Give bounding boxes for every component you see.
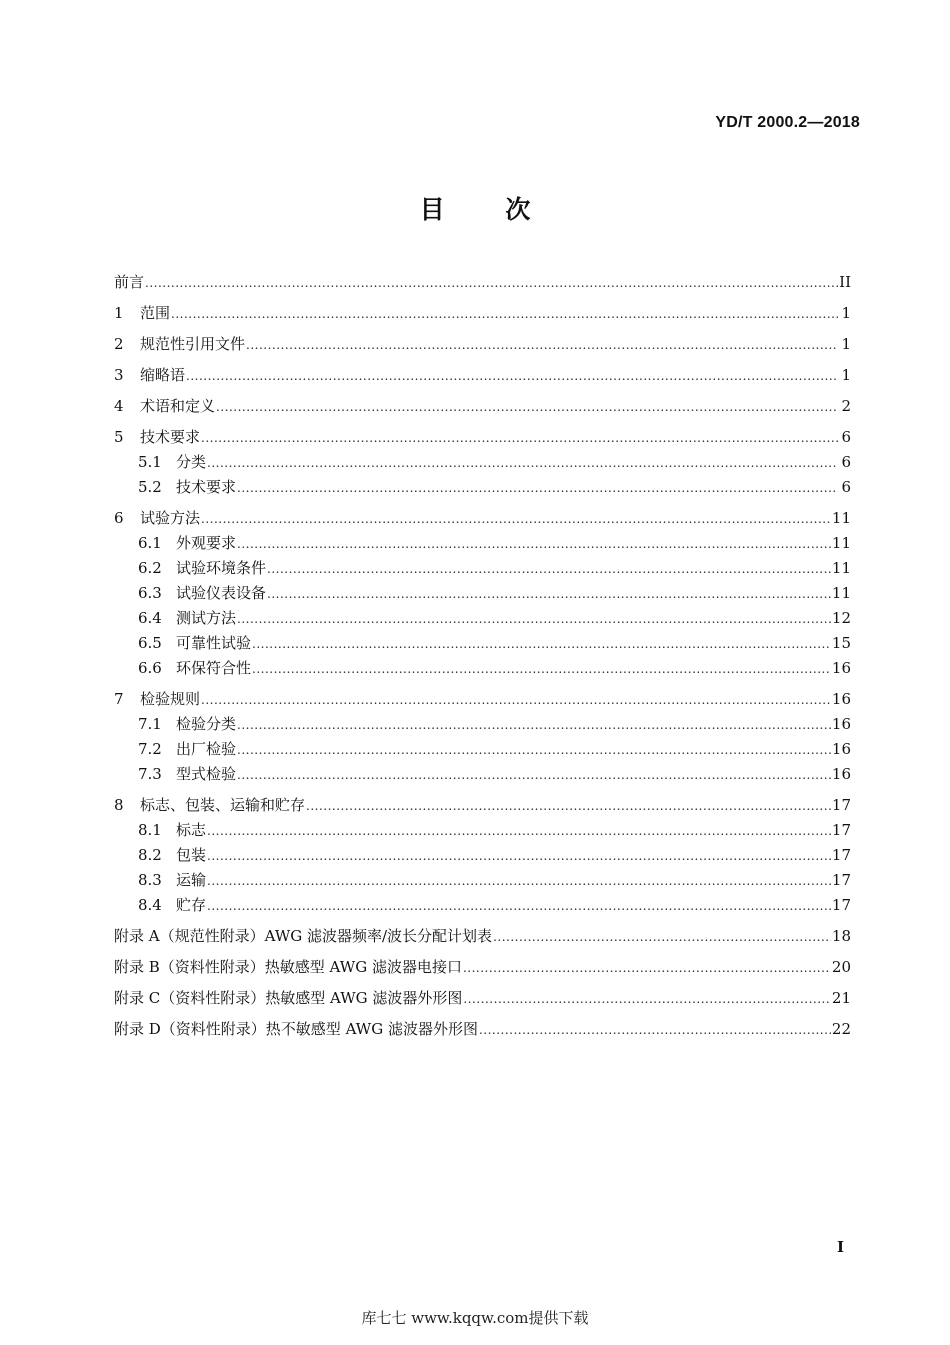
toc-entry[interactable] xyxy=(114,687,851,712)
page-title xyxy=(0,190,950,226)
title-char-2: 次 xyxy=(505,195,531,224)
toc-dot-leader xyxy=(207,893,831,919)
toc-entry[interactable] xyxy=(114,581,851,606)
toc-dot-leader xyxy=(207,450,838,476)
toc-entry-page: 6 xyxy=(841,478,851,496)
footer-watermark: 库七七 www.kqqw.com提供下载 xyxy=(361,1309,589,1327)
toc-entry-label: 附录 D（资料性附录）热不敏感型 AWG 滤波器外形图 xyxy=(114,1020,478,1038)
toc-entry-number: 6.3 xyxy=(138,584,162,602)
toc-dot-leader xyxy=(267,581,831,607)
toc-dot-leader xyxy=(306,793,831,819)
toc-entry-number: 7.2 xyxy=(138,740,162,758)
toc-entry[interactable] xyxy=(114,924,851,949)
toc-dot-leader xyxy=(216,394,838,420)
toc-entry-page: 16 xyxy=(831,659,851,677)
toc-dot-leader xyxy=(237,606,831,632)
toc-entry-number: 6.5 xyxy=(138,634,162,652)
toc-entry[interactable] xyxy=(114,893,851,918)
toc-dot-leader xyxy=(463,986,830,1012)
toc-entry-label: 分类 xyxy=(176,453,207,471)
toc-dot-leader xyxy=(237,737,831,763)
toc-entry-page: 1 xyxy=(841,366,851,384)
toc-entry-number: 6.2 xyxy=(138,559,162,577)
toc-entry-number: 5 xyxy=(114,428,124,446)
standard-code: YD/T 2000.2—2018 xyxy=(715,114,860,131)
toc-entry-page: 21 xyxy=(831,989,851,1007)
toc-dot-leader xyxy=(237,531,831,557)
toc-entry[interactable] xyxy=(114,394,851,419)
toc-dot-leader xyxy=(493,924,831,950)
toc-entry-number: 8 xyxy=(114,796,124,814)
toc-entry-label: 附录 A（规范性附录）AWG 滤波器频率/波长分配计划表 xyxy=(114,927,493,945)
toc-entry-label: 运输 xyxy=(176,871,207,889)
toc-entry[interactable] xyxy=(114,712,851,737)
toc-dot-leader xyxy=(201,506,831,532)
table-of-contents xyxy=(114,270,851,1042)
toc-entry-label: 标志、包装、运输和贮存 xyxy=(140,796,306,814)
toc-entry[interactable] xyxy=(114,332,851,357)
toc-entry-label: 型式检验 xyxy=(176,765,237,783)
toc-entry-label: 缩略语 xyxy=(140,366,186,384)
page-folio: I xyxy=(836,1238,844,1256)
toc-entry-number: 8.1 xyxy=(138,821,162,839)
toc-entry[interactable] xyxy=(114,531,851,556)
toc-entry-page: 20 xyxy=(831,958,851,976)
toc-dot-leader xyxy=(145,270,838,296)
toc-entry-label: 附录 B（资料性附录）热敏感型 AWG 滤波器电接口 xyxy=(114,958,462,976)
toc-dot-leader xyxy=(237,475,838,501)
toc-entry-page: 16 xyxy=(831,765,851,783)
toc-entry[interactable] xyxy=(114,986,851,1011)
toc-entry-page: 11 xyxy=(831,584,851,602)
toc-entry-page: 17 xyxy=(831,796,851,814)
toc-entry-label: 贮存 xyxy=(176,896,207,914)
toc-entry-label: 试验环境条件 xyxy=(176,559,267,577)
toc-entry-label: 前言 xyxy=(114,273,145,291)
toc-dot-leader xyxy=(207,843,831,869)
toc-entry-page: 6 xyxy=(841,453,851,471)
toc-entry[interactable] xyxy=(114,843,851,868)
toc-entry-number: 5.1 xyxy=(138,453,162,471)
title-char-1: 目 xyxy=(419,195,445,224)
toc-entry-page: 16 xyxy=(831,715,851,733)
toc-entry-label: 环保符合性 xyxy=(176,659,252,677)
toc-entry-label: 外观要求 xyxy=(176,534,237,552)
toc-entry-page: 11 xyxy=(831,559,851,577)
toc-dot-leader xyxy=(237,762,831,788)
toc-dot-leader xyxy=(201,425,838,451)
toc-entry-label: 标志 xyxy=(176,821,207,839)
toc-entry-page: 6 xyxy=(841,428,851,446)
toc-entry-label: 出厂检验 xyxy=(176,740,237,758)
toc-entry-number: 8.3 xyxy=(138,871,162,889)
toc-entry-number: 1 xyxy=(114,304,124,322)
toc-entry-number: 8.2 xyxy=(138,846,162,864)
toc-entry[interactable] xyxy=(114,868,851,893)
toc-entry-label: 测试方法 xyxy=(176,609,237,627)
toc-entry-label: 检验规则 xyxy=(140,690,201,708)
toc-entry-page: 17 xyxy=(831,846,851,864)
toc-entry-number: 6.4 xyxy=(138,609,162,627)
toc-entry[interactable] xyxy=(114,631,851,656)
toc-entry[interactable] xyxy=(114,363,851,388)
toc-dot-leader xyxy=(201,687,831,713)
toc-entry[interactable] xyxy=(114,737,851,762)
toc-dot-leader xyxy=(267,556,831,582)
toc-entry-label: 可靠性试验 xyxy=(176,634,252,652)
toc-entry[interactable] xyxy=(114,606,851,631)
toc-entry-page: 11 xyxy=(831,534,851,552)
toc-dot-leader xyxy=(207,818,831,844)
toc-entry-label: 试验方法 xyxy=(140,509,201,527)
toc-entry-page: 1 xyxy=(841,304,851,322)
toc-entry-page: 11 xyxy=(831,509,851,527)
toc-entry-page: 12 xyxy=(831,609,851,627)
toc-entry-label: 规范性引用文件 xyxy=(140,335,246,353)
toc-dot-leader xyxy=(252,656,831,682)
toc-entry-number: 7.1 xyxy=(138,715,162,733)
toc-entry-number: 3 xyxy=(114,366,124,384)
toc-dot-leader xyxy=(186,363,838,389)
toc-entry-page: 1 xyxy=(841,335,851,353)
toc-entry-label: 包装 xyxy=(176,846,207,864)
toc-entry-page: 22 xyxy=(831,1020,851,1038)
toc-entry[interactable] xyxy=(114,450,851,475)
toc-entry[interactable] xyxy=(114,270,851,295)
toc-dot-leader xyxy=(463,955,831,981)
toc-entry-label: 范围 xyxy=(140,304,171,322)
toc-entry-page: 16 xyxy=(831,740,851,758)
toc-entry-page: 2 xyxy=(841,397,851,415)
toc-entry[interactable] xyxy=(114,301,851,326)
toc-entry[interactable] xyxy=(114,1017,851,1042)
toc-entry-page: 17 xyxy=(831,896,851,914)
toc-entry-number: 6 xyxy=(114,509,124,527)
toc-dot-leader xyxy=(237,712,831,738)
toc-entry[interactable] xyxy=(114,475,851,500)
toc-entry[interactable] xyxy=(114,762,851,787)
toc-entry-number: 2 xyxy=(114,335,124,353)
toc-entry-number: 7.3 xyxy=(138,765,162,783)
toc-entry[interactable] xyxy=(114,793,851,818)
toc-entry-page: 17 xyxy=(831,871,851,889)
toc-entry-number: 8.4 xyxy=(138,896,162,914)
toc-dot-leader xyxy=(479,1017,831,1043)
toc-dot-leader xyxy=(207,868,831,894)
toc-dot-leader xyxy=(252,631,831,657)
toc-entry-page: II xyxy=(839,273,851,291)
toc-entry[interactable] xyxy=(114,818,851,843)
toc-entry[interactable] xyxy=(114,425,851,450)
toc-dot-leader xyxy=(246,332,838,358)
toc-entry-label: 试验仪表设备 xyxy=(176,584,267,602)
toc-entry-number: 5.2 xyxy=(138,478,162,496)
toc-entry[interactable] xyxy=(114,955,851,980)
toc-entry-label: 技术要求 xyxy=(176,478,237,496)
toc-dot-leader xyxy=(171,301,838,327)
toc-entry-page: 18 xyxy=(831,927,851,945)
toc-entry-number: 4 xyxy=(114,397,124,415)
toc-entry-number: 6.1 xyxy=(138,534,162,552)
toc-entry-label: 技术要求 xyxy=(140,428,201,446)
toc-entry-label: 附录 C（资料性附录）热敏感型 AWG 滤波器外形图 xyxy=(114,989,463,1007)
toc-entry-label: 术语和定义 xyxy=(140,397,216,415)
toc-entry[interactable] xyxy=(114,656,851,681)
toc-entry[interactable] xyxy=(114,556,851,581)
toc-entry[interactable] xyxy=(114,506,851,531)
toc-entry-label: 检验分类 xyxy=(176,715,237,733)
toc-entry-number: 6.6 xyxy=(138,659,162,677)
toc-entry-number: 7 xyxy=(114,690,124,708)
toc-entry-page: 17 xyxy=(831,821,851,839)
toc-entry-page: 16 xyxy=(831,690,851,708)
toc-entry-page: 15 xyxy=(831,634,851,652)
